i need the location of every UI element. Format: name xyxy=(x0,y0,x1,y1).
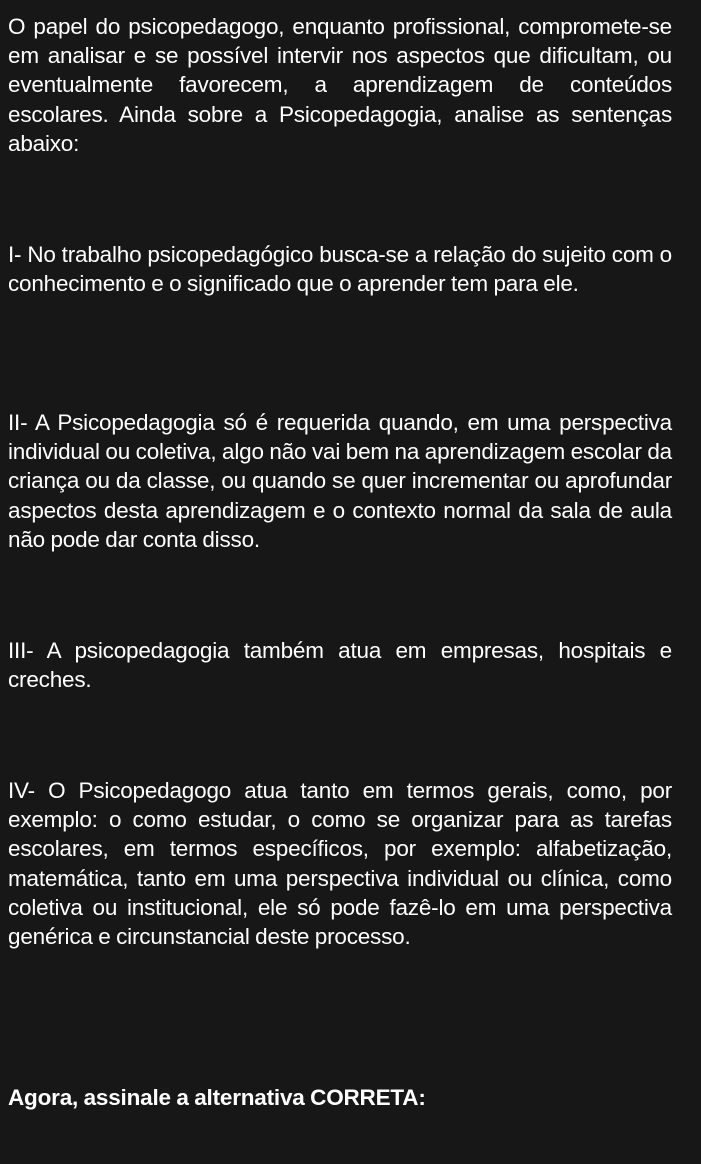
question-instruction: Agora, assinale a alternativa CORRETA: xyxy=(8,1085,426,1110)
statement-4: IV- O Psicopedagogo atua tanto em termos gerais, como, por exemplo: o como estudar, o como se organizar para as tarefas escolares, em termos específicos, por exemplo: alfabetização, matemática, tanto em uma perspectiva individual ou clínica, como coletiva ou institucional, ele só pode fazê-lo em uma perspectiva genérica e circunstancial deste processo. xyxy=(8,778,672,950)
statement-1: I- No trabalho psicopedagógico busca-se a relação do sujeito com o conhecimento e o significado que o aprender tem para ele. xyxy=(8,242,672,297)
statement-3: III- A psicopedagogia também atua em empresas, hospitais e creches. xyxy=(8,638,672,693)
statement-2: II- A Psicopedagogia só é requerida quando, em uma perspectiva individual ou coletiva, algo não vai bem na aprendizagem escolar da criança ou da classe, ou quando se quer incrementar ou aprofundar aspectos desta aprendizagem e o contexto normal da sala de aula não pode dar conta disso. xyxy=(8,410,672,552)
question-intro: O papel do psicopedagogo, enquanto profissional, compromete-se em analisar e se possível intervir nos aspectos que dificultam, ou eventualmente favorecem, a aprendizagem de conteúdos escolares. Ainda sobre a Psicopedagogia, analise as sentenças abaixo: xyxy=(8,14,672,156)
